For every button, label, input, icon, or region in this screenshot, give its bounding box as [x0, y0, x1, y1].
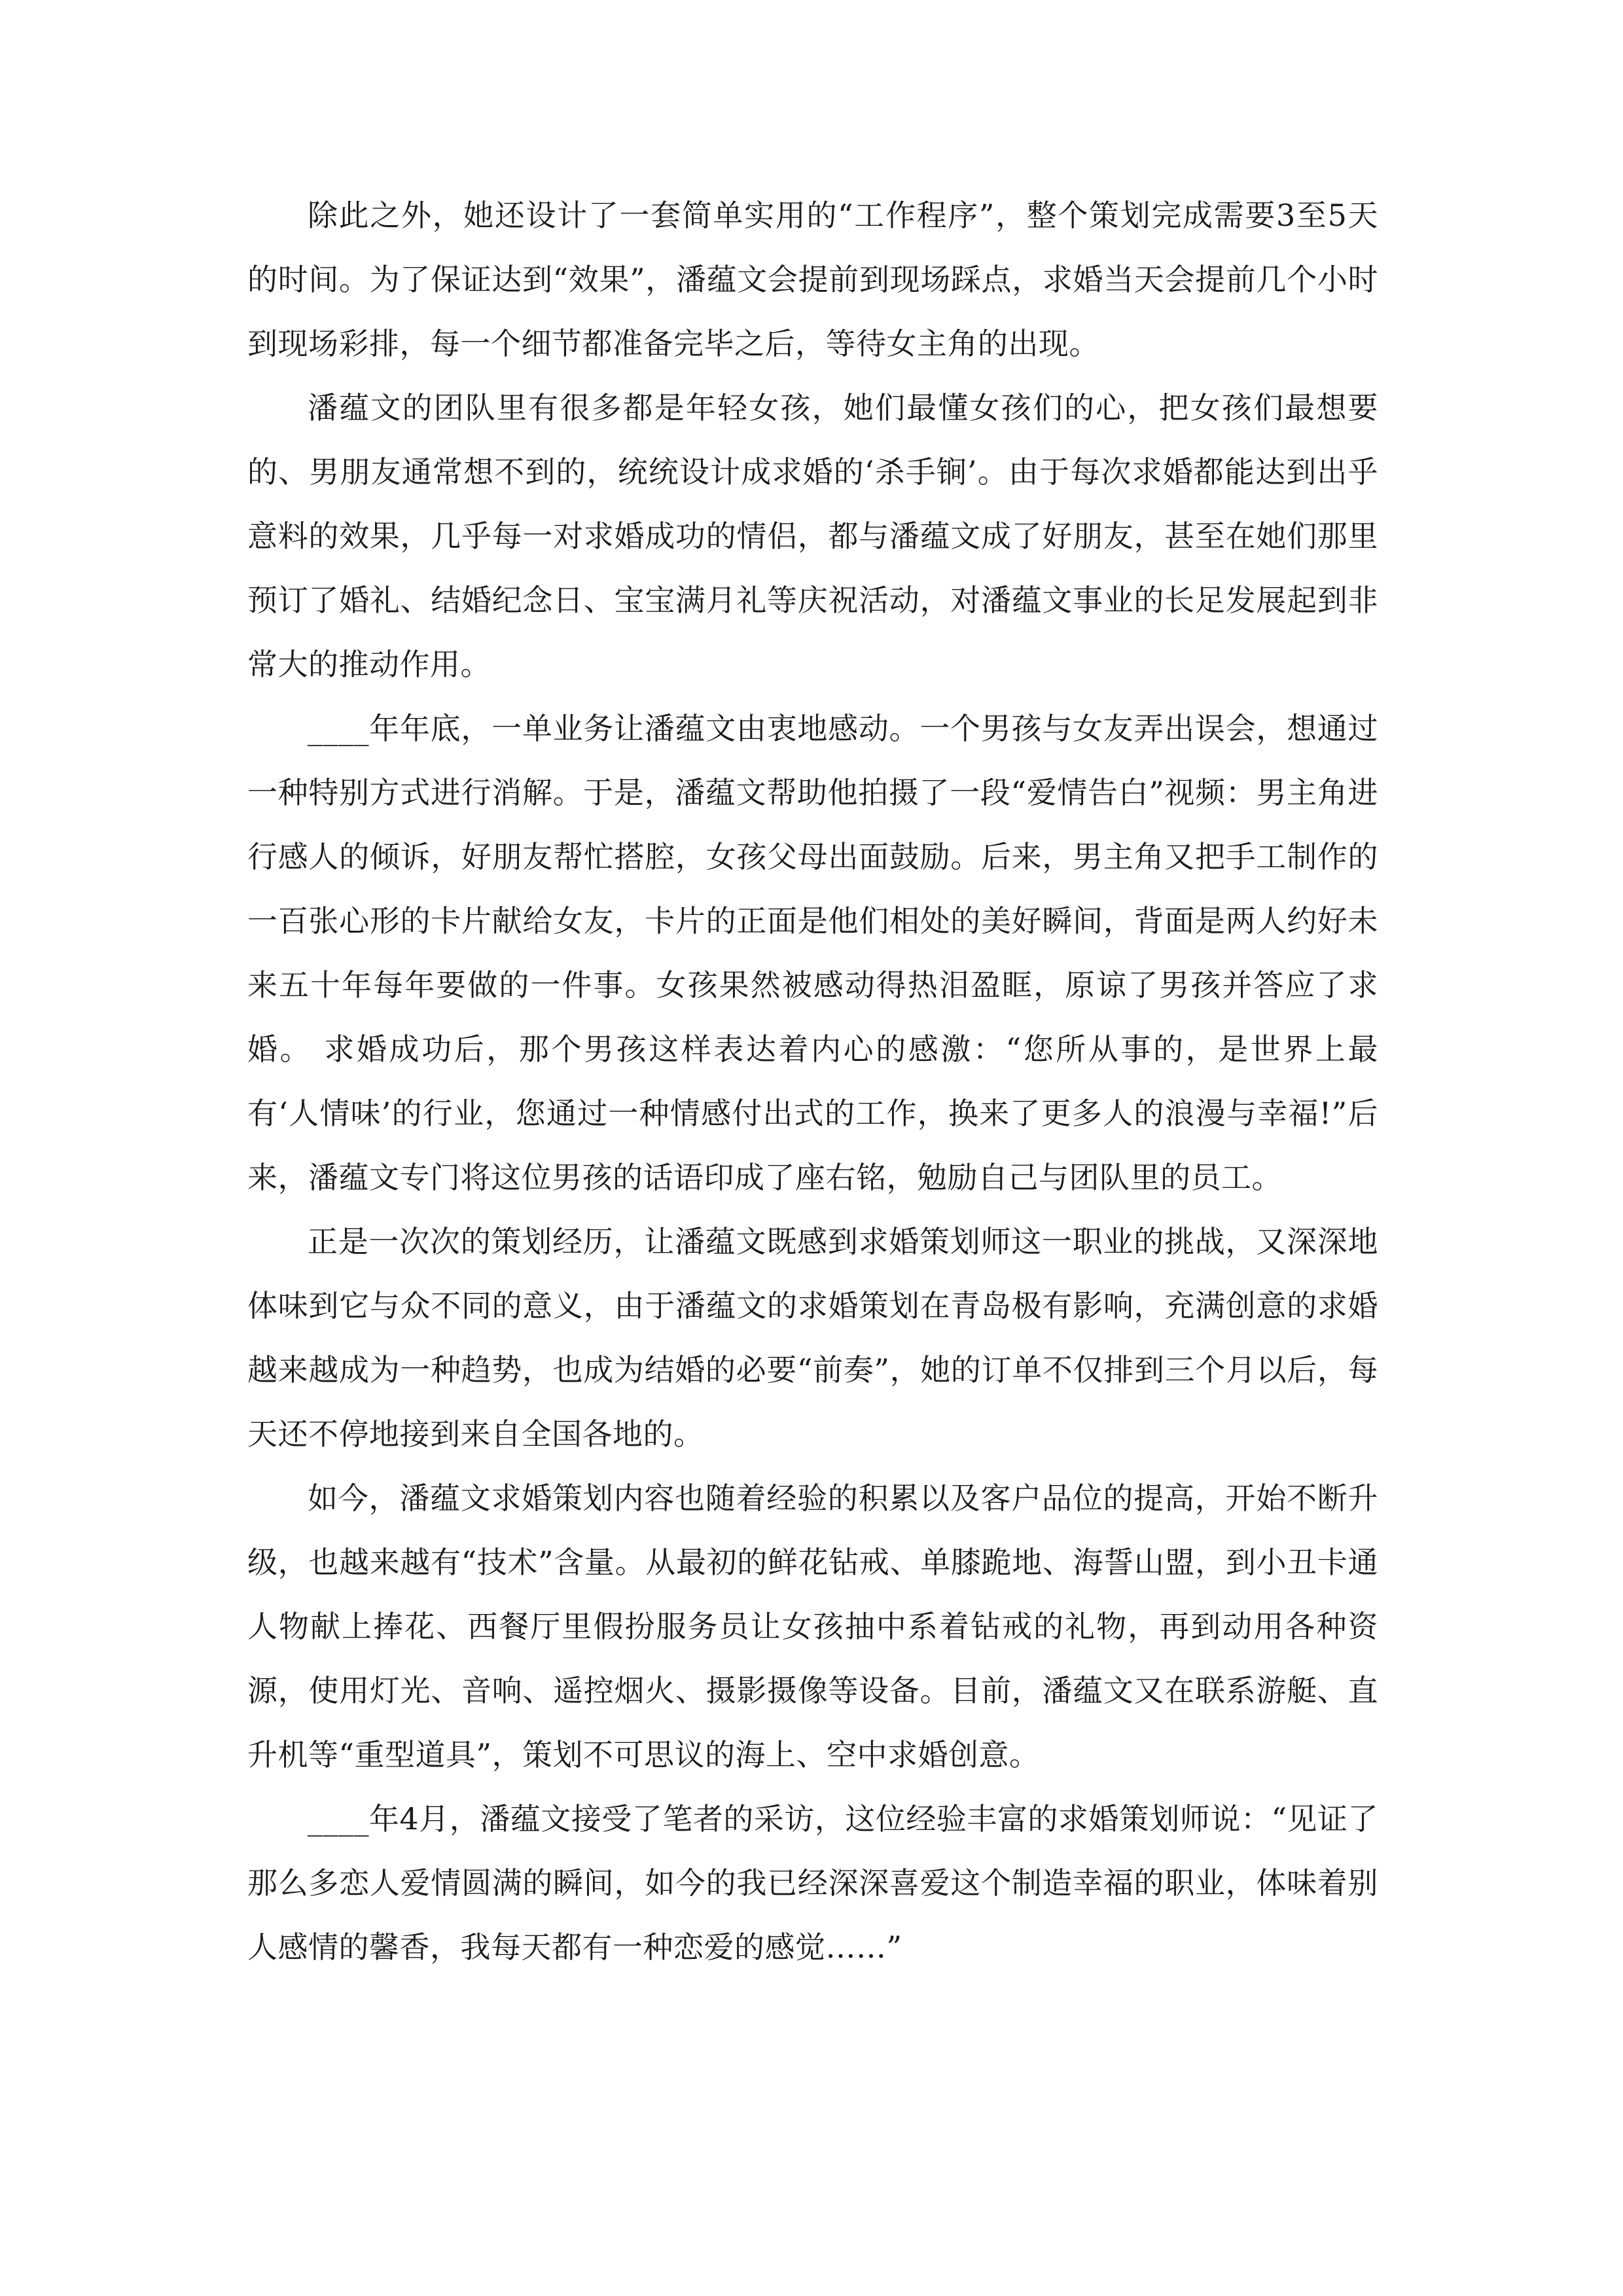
paragraph-interview: ____年4月，潘蕴文接受了笔者的采访，这位经验丰富的求婚策划师说：“见证了那么多恋人爱情圆满的瞬间，如今的我已经深深喜爱这个制造幸福的职业，体味着别人感情的馨香，我每天都有一种恋爱的感觉……”: [247, 1801, 1378, 1965]
article-body: [247, 183, 1378, 1979]
paragraph-upgrades: 如今，潘蕴文求婚策划内容也随着经验的积累以及客户品位的提高，开始不断升级，也越来越有“技术”含量。从最初的鲜花钻戒、单膝跪地、海誓山盟，到小丑卡通人物献上捧花、西餐厅里假扮服务员让女孩抽中系着钻戒的礼物，再到动用各种资源，使用灯光、音响、遥控烟火、摄影摄像等设备。目前，潘蕴文又在联系游艇、直升机等“重型道具”，策划不可思议的海上、空中求婚创意。: [247, 1480, 1378, 1772]
paragraph-year-end-story: ____年年底，一单业务让潘蕴文由衷地感动。一个男孩与女友弄出误会，想通过一种特别方式进行消解。于是，潘蕴文帮助他拍摄了一段“爱情告白”视频：男主角进行感人的倾诉，好朋友帮忙搭腔，女孩父母出面鼓励。后来，男主角又把手工制作的一百张心形的卡片献给女友，卡片的正面是他们相处的美好瞬间，背面是两人约好未来五十年每年要做的一件事。女孩果然被感动得热泪盈眶，原谅了男孩并答应了求婚。 求婚成功后，那个男孩这样表达着内心的感激：“您所从事的，是世界上最有‘人情味’的行业，您通过一种情感付出式的工作，换来了更多人的浪漫与幸福!”后来，潘蕴文专门将这位男孩的话语印成了座右铭，勉励自己与团队里的员工。: [247, 711, 1378, 1195]
paragraph-work-procedure: 除此之外，她还设计了一套简单实用的“工作程序”，整个策划完成需要3至5天的时间。为了保证达到“效果”，潘蕴文会提前到现场踩点，求婚当天会提前几个小时到现场彩排，每一个细节都准备完毕之后，等待女主角的出现。: [247, 198, 1378, 361]
paragraph-team: 潘蕴文的团队里有很多都是年轻女孩，她们最懂女孩们的心，把女孩们最想要的、男朋友通常想不到的，统统设计成求婚的‘杀手锏’。由于每次求婚都能达到出乎意料的效果，几乎每一对求婚成功的情侣，都与潘蕴文成了好朋友，甚至在她们那里预订了婚礼、结婚纪念日、宝宝满月礼等庆祝活动，对潘蕴文事业的长足发展起到非常大的推动作用。: [247, 390, 1378, 682]
paragraph-planning-experience: 正是一次次的策划经历，让潘蕴文既感到求婚策划师这一职业的挑战，又深深地体味到它与众不同的意义，由于潘蕴文的求婚策划在青岛极有影响，充满创意的求婚越来越成为一种趋势，也成为结婚的必要“前奏”，她的订单不仅排到三个月以后，每天还不停地接到来自全国各地的。: [247, 1224, 1378, 1452]
